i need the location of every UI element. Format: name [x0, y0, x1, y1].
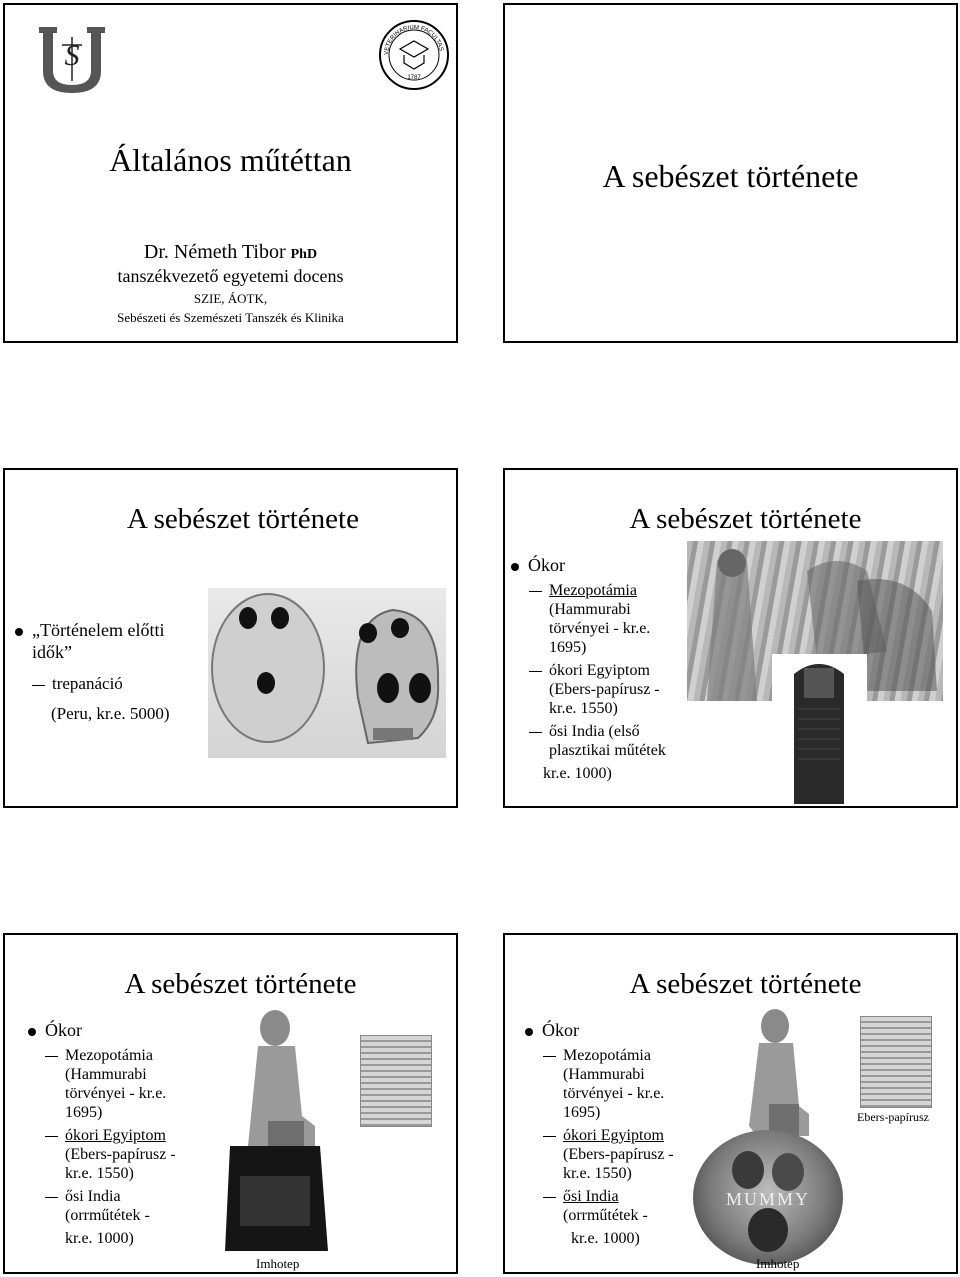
- list-line: (orrműtétek -: [65, 1207, 150, 1224]
- list-line: ókori Egyiptom: [529, 661, 666, 680]
- hammurabi-stele-photo: [772, 654, 867, 804]
- slide-2: [503, 3, 958, 343]
- list-line: ősi India (első: [529, 722, 666, 741]
- author-degree: PhD: [290, 247, 318, 262]
- slide-3: [3, 468, 458, 808]
- veterinary-faculty-seal: [378, 19, 450, 91]
- slide-5-title: A sebészet története: [124, 968, 357, 1000]
- list-line: plasztikai műtétek: [549, 742, 666, 759]
- imhotep-statue-photo: [220, 1006, 335, 1251]
- bullet-ancient: Ókor: [511, 555, 565, 576]
- list-line: törvényei - kr.e.: [65, 1085, 167, 1102]
- sub-peru: (Peru, kr.e. 5000): [51, 704, 170, 723]
- list-line: 1695): [563, 1104, 601, 1121]
- list-line: ókori Egyiptom: [543, 1126, 674, 1145]
- imhotep-caption: Imhotep: [756, 1256, 800, 1271]
- ancient-list: [45, 1046, 176, 1248]
- list-line: kr.e. 1000): [571, 1230, 640, 1247]
- slide-1-title: Általános műtéttan: [109, 142, 352, 178]
- list-line: 1695): [549, 639, 587, 656]
- svg-text:S: S: [64, 39, 80, 72]
- department: Sebészeti és Szemészeti Tanszék és Klinika: [117, 310, 344, 325]
- slide-6-title: A sebészet története: [629, 968, 862, 1000]
- ancient-list: [529, 581, 666, 783]
- bullet-dot: [15, 628, 23, 636]
- list-line: Mezopotámia: [45, 1046, 176, 1065]
- list-line: törvényei - kr.e.: [563, 1085, 665, 1102]
- list-line: törvényei - kr.e.: [549, 620, 651, 637]
- list-line: (Ebers-papírusz -: [563, 1146, 674, 1163]
- mummy-movie-poster: [693, 1130, 843, 1265]
- institution: SZIE, ÁOTK,: [193, 291, 268, 306]
- list-line: (Ebers-papírusz -: [65, 1146, 176, 1163]
- list-line: Mezopotámia: [543, 1046, 674, 1065]
- list-line: (Hammurabi: [65, 1066, 147, 1083]
- slide-4: [503, 468, 958, 808]
- list-line: (Ebers-papírusz -: [549, 681, 660, 698]
- sub-trepanation: trepanáció: [32, 674, 123, 693]
- list-line: kr.e. 1550): [563, 1165, 632, 1182]
- svg-text:VETERINARIUM FACULTAS: VETERINARIUM FACULTAS: [383, 24, 444, 56]
- list-line: ősi India: [45, 1187, 176, 1206]
- imhotep-statue-photo: [727, 1006, 822, 1136]
- slide-5: [3, 933, 458, 1274]
- list-line: (Hammurabi: [563, 1066, 645, 1083]
- bullet-ancient: Ókor: [525, 1020, 579, 1041]
- list-line: kr.e. 1000): [543, 765, 612, 782]
- list-line: ókori Egyiptom: [45, 1126, 176, 1145]
- bullet-ancient: Ókor: [28, 1020, 82, 1041]
- slide-2-title: A sebészet története: [602, 158, 859, 194]
- list-line: (orrműtétek -: [563, 1207, 648, 1224]
- list-line: (Hammurabi: [549, 601, 631, 618]
- list-line: kr.e. 1550): [549, 700, 618, 717]
- ebers-papyrus-photo: [360, 1035, 432, 1127]
- list-line: Mezopotámia: [529, 581, 666, 600]
- author-position: tanszékvezető egyetemi docens: [117, 266, 344, 286]
- author-line: [5, 241, 456, 264]
- trepanned-skulls-photo: [208, 588, 446, 758]
- bullet-prehistoric-cont: idők”: [32, 642, 72, 662]
- bullet-prehistoric: „Történelem előtti: [15, 620, 164, 641]
- slide-1: [3, 3, 458, 343]
- svg-text:1787: 1787: [407, 75, 421, 81]
- ebers-papyrus-photo: [860, 1016, 932, 1108]
- slide-3-title: A sebészet története: [127, 503, 359, 535]
- imhotep-caption: Imhotep: [256, 1256, 300, 1271]
- university-monogram-logo: [35, 23, 110, 95]
- list-line: kr.e. 1000): [65, 1230, 134, 1247]
- slide-6: [503, 933, 958, 1274]
- ancient-list: [543, 1046, 674, 1248]
- list-line: 1695): [65, 1104, 103, 1121]
- svg-text:MUMMY: MUMMY: [725, 1189, 811, 1209]
- author-name: Dr. Németh Tibor: [143, 241, 286, 263]
- list-line: kr.e. 1550): [65, 1165, 134, 1182]
- slide-4-title: A sebészet története: [629, 503, 862, 535]
- papyrus-caption: Ebers-papírusz: [857, 1110, 929, 1124]
- list-line: ősi India: [543, 1187, 674, 1206]
